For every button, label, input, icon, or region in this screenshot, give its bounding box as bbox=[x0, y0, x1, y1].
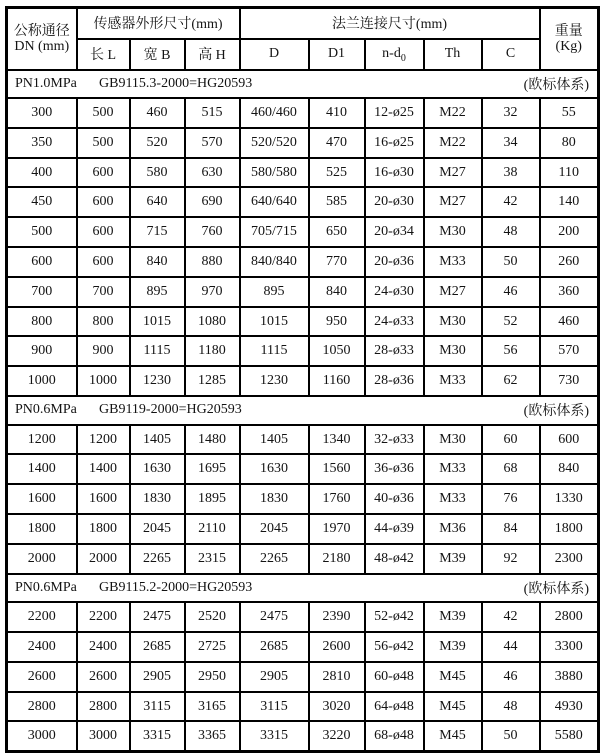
table-cell: M27 bbox=[424, 187, 482, 217]
table-cell: 20-ø30 bbox=[365, 187, 424, 217]
table-cell: 3315 bbox=[130, 721, 185, 751]
table-cell: M33 bbox=[424, 454, 482, 484]
table-cell: 3115 bbox=[130, 692, 185, 722]
table-cell: 840 bbox=[540, 454, 599, 484]
table-cell: 60 bbox=[482, 425, 540, 455]
table-cell: 76 bbox=[482, 484, 540, 514]
table-cell: 880 bbox=[185, 247, 240, 277]
table-row bbox=[7, 484, 599, 514]
table-cell: 38 bbox=[482, 158, 540, 188]
table-row bbox=[7, 187, 599, 217]
table-cell: 1080 bbox=[185, 307, 240, 337]
table-cell: 570 bbox=[540, 336, 599, 366]
table-cell: 650 bbox=[309, 217, 365, 247]
table-cell: 1895 bbox=[185, 484, 240, 514]
table-cell: 895 bbox=[130, 277, 185, 307]
table-cell: 2000 bbox=[77, 544, 130, 574]
table-cell: 20-ø36 bbox=[365, 247, 424, 277]
table-cell: 1405 bbox=[240, 425, 309, 455]
table-cell: 2905 bbox=[240, 662, 309, 692]
dn-value-cell: 600 bbox=[7, 247, 77, 277]
section-standard-code: GB9115.3-2000=HG20593 bbox=[99, 75, 253, 91]
table-cell: 5580 bbox=[540, 721, 599, 751]
column-header-weight bbox=[540, 8, 599, 70]
table-body bbox=[7, 70, 599, 752]
table-cell: 600 bbox=[77, 158, 130, 188]
table-row bbox=[7, 544, 599, 574]
column-header-th: Th bbox=[424, 39, 482, 70]
table-cell: 48 bbox=[482, 217, 540, 247]
table-cell: 2265 bbox=[130, 544, 185, 574]
table-cell: 2685 bbox=[240, 632, 309, 662]
table-cell: 500 bbox=[77, 98, 130, 128]
table-cell: 16-ø25 bbox=[365, 128, 424, 158]
section-header-row bbox=[7, 396, 599, 425]
table-cell: 770 bbox=[309, 247, 365, 277]
table-cell: 55 bbox=[540, 98, 599, 128]
table-cell: 40-ø36 bbox=[365, 484, 424, 514]
dn-value-cell: 350 bbox=[7, 128, 77, 158]
table-cell: 730 bbox=[540, 366, 599, 396]
table-cell: M33 bbox=[424, 366, 482, 396]
dn-label-line2: DN (mm) bbox=[14, 38, 70, 54]
table-cell: 3165 bbox=[185, 692, 240, 722]
table-cell: 900 bbox=[77, 336, 130, 366]
table-cell: 1600 bbox=[77, 484, 130, 514]
table-cell: 715 bbox=[130, 217, 185, 247]
dn-value-cell: 2000 bbox=[7, 544, 77, 574]
table-cell: 460 bbox=[540, 307, 599, 337]
section-standard-code: GB9119-2000=HG20593 bbox=[99, 402, 242, 418]
table-cell: 640 bbox=[130, 187, 185, 217]
table-cell: 2800 bbox=[540, 602, 599, 632]
table-cell: M39 bbox=[424, 544, 482, 574]
table-cell: M22 bbox=[424, 98, 482, 128]
table-cell: 2520 bbox=[185, 602, 240, 632]
table-cell: 580/580 bbox=[240, 158, 309, 188]
table-cell: 515 bbox=[185, 98, 240, 128]
column-header-height: 高 H bbox=[185, 39, 240, 70]
table-cell: 600 bbox=[77, 247, 130, 277]
table-cell: 1400 bbox=[77, 454, 130, 484]
table-cell: M33 bbox=[424, 247, 482, 277]
table-cell: 46 bbox=[482, 277, 540, 307]
table-cell: 52 bbox=[482, 307, 540, 337]
table-cell: 92 bbox=[482, 544, 540, 574]
column-header-length: 长 L bbox=[77, 39, 130, 70]
dn-value-cell: 2800 bbox=[7, 692, 77, 722]
table-cell: 48 bbox=[482, 692, 540, 722]
table-cell: 2600 bbox=[309, 632, 365, 662]
table-row bbox=[7, 158, 599, 188]
table-cell: 3115 bbox=[240, 692, 309, 722]
table-row bbox=[7, 425, 599, 455]
table-cell: 42 bbox=[482, 187, 540, 217]
table-cell: 580 bbox=[130, 158, 185, 188]
table-cell: M22 bbox=[424, 128, 482, 158]
table-row bbox=[7, 307, 599, 337]
table-cell: 520/520 bbox=[240, 128, 309, 158]
table-cell: 1830 bbox=[240, 484, 309, 514]
table-cell: 2315 bbox=[185, 544, 240, 574]
column-header-c: C bbox=[482, 39, 540, 70]
section-system-note: (欧标体系) bbox=[523, 77, 589, 93]
table-cell: 200 bbox=[540, 217, 599, 247]
table-cell: 460/460 bbox=[240, 98, 309, 128]
table-cell: 28-ø36 bbox=[365, 366, 424, 396]
table-cell: 3220 bbox=[309, 721, 365, 751]
table-cell: 760 bbox=[185, 217, 240, 247]
section-pressure-rating: PN1.0MPa bbox=[15, 75, 77, 91]
table-cell: 600 bbox=[77, 187, 130, 217]
table-header bbox=[7, 8, 599, 70]
table-row bbox=[7, 336, 599, 366]
table-cell: 2390 bbox=[309, 602, 365, 632]
table-cell: 2600 bbox=[77, 662, 130, 692]
table-cell: 3000 bbox=[77, 721, 130, 751]
table-cell: 1630 bbox=[130, 454, 185, 484]
dn-value-cell: 1200 bbox=[7, 425, 77, 455]
table-cell: 840 bbox=[130, 247, 185, 277]
table-cell: 1015 bbox=[240, 307, 309, 337]
table-cell: 12-ø25 bbox=[365, 98, 424, 128]
table-cell: 1330 bbox=[540, 484, 599, 514]
table-cell: 84 bbox=[482, 514, 540, 544]
table-cell: 895 bbox=[240, 277, 309, 307]
table-cell: 34 bbox=[482, 128, 540, 158]
table-cell: 600 bbox=[77, 217, 130, 247]
section-header-cell bbox=[7, 70, 599, 99]
table-cell: 3020 bbox=[309, 692, 365, 722]
table-cell: 1630 bbox=[240, 454, 309, 484]
table-cell: 1000 bbox=[77, 366, 130, 396]
table-cell: 3315 bbox=[240, 721, 309, 751]
dn-value-cell: 800 bbox=[7, 307, 77, 337]
dn-value-cell: 1600 bbox=[7, 484, 77, 514]
table-cell: 705/715 bbox=[240, 217, 309, 247]
table-cell: 2265 bbox=[240, 544, 309, 574]
column-header-dn bbox=[7, 8, 77, 70]
table-cell: 1340 bbox=[309, 425, 365, 455]
table-cell: 1230 bbox=[240, 366, 309, 396]
table-row bbox=[7, 662, 599, 692]
table-cell: 1200 bbox=[77, 425, 130, 455]
table-cell: 2905 bbox=[130, 662, 185, 692]
table-row bbox=[7, 692, 599, 722]
table-cell: 1115 bbox=[130, 336, 185, 366]
table-row bbox=[7, 454, 599, 484]
table-cell: M45 bbox=[424, 662, 482, 692]
table-cell: 800 bbox=[77, 307, 130, 337]
table-cell: 2300 bbox=[540, 544, 599, 574]
section-standard-code: GB9115.2-2000=HG20593 bbox=[99, 579, 253, 595]
section-header-row bbox=[7, 70, 599, 99]
table-cell: 1160 bbox=[309, 366, 365, 396]
table-cell: 32-ø33 bbox=[365, 425, 424, 455]
table-cell: 2810 bbox=[309, 662, 365, 692]
column-header-width: 宽 B bbox=[130, 39, 185, 70]
table-cell: 360 bbox=[540, 277, 599, 307]
table-cell: M30 bbox=[424, 425, 482, 455]
table-row bbox=[7, 98, 599, 128]
table-cell: 2200 bbox=[77, 602, 130, 632]
table-cell: 62 bbox=[482, 366, 540, 396]
table-cell: 2400 bbox=[77, 632, 130, 662]
table-cell: 68-ø48 bbox=[365, 721, 424, 751]
section-header-row bbox=[7, 574, 599, 603]
table-cell: 690 bbox=[185, 187, 240, 217]
table-cell: 1050 bbox=[309, 336, 365, 366]
dn-value-cell: 2400 bbox=[7, 632, 77, 662]
table-cell: 585 bbox=[309, 187, 365, 217]
column-header-d: D bbox=[240, 39, 309, 70]
table-cell: 1760 bbox=[309, 484, 365, 514]
table-cell: M36 bbox=[424, 514, 482, 544]
table-cell: 2685 bbox=[130, 632, 185, 662]
table-cell: 44-ø39 bbox=[365, 514, 424, 544]
table-cell: 3365 bbox=[185, 721, 240, 751]
weight-label-line2: (Kg) bbox=[555, 38, 582, 54]
table-cell: M39 bbox=[424, 632, 482, 662]
table-cell: 1230 bbox=[130, 366, 185, 396]
table-cell: 28-ø33 bbox=[365, 336, 424, 366]
table-cell: 410 bbox=[309, 98, 365, 128]
section-header-cell bbox=[7, 574, 599, 603]
table-cell: 68 bbox=[482, 454, 540, 484]
table-cell: 260 bbox=[540, 247, 599, 277]
table-cell: 2180 bbox=[309, 544, 365, 574]
table-cell: M33 bbox=[424, 484, 482, 514]
column-group-flange-dimensions: 法兰连接尺寸(mm) bbox=[240, 8, 540, 39]
table-cell: M39 bbox=[424, 602, 482, 632]
dn-value-cell: 2200 bbox=[7, 602, 77, 632]
table-cell: 460 bbox=[130, 98, 185, 128]
section-pressure-rating: PN0.6MPa bbox=[15, 402, 77, 418]
table-cell: 970 bbox=[185, 277, 240, 307]
table-cell: 500 bbox=[77, 128, 130, 158]
table-cell: 1695 bbox=[185, 454, 240, 484]
table-cell: 2475 bbox=[130, 602, 185, 632]
table-cell: 140 bbox=[540, 187, 599, 217]
table-row bbox=[7, 366, 599, 396]
dn-value-cell: 1000 bbox=[7, 366, 77, 396]
dn-value-cell: 500 bbox=[7, 217, 77, 247]
table-cell: 1970 bbox=[309, 514, 365, 544]
table-cell: 46 bbox=[482, 662, 540, 692]
section-header-cell bbox=[7, 396, 599, 425]
table-cell: 48-ø42 bbox=[365, 544, 424, 574]
table-row bbox=[7, 602, 599, 632]
dn-value-cell: 300 bbox=[7, 98, 77, 128]
table-cell: 1560 bbox=[309, 454, 365, 484]
table-cell: 470 bbox=[309, 128, 365, 158]
table-cell: M27 bbox=[424, 277, 482, 307]
table-row bbox=[7, 277, 599, 307]
table-cell: 44 bbox=[482, 632, 540, 662]
table-cell: 1115 bbox=[240, 336, 309, 366]
table-cell: 525 bbox=[309, 158, 365, 188]
table-cell: M30 bbox=[424, 336, 482, 366]
table-cell: 640/640 bbox=[240, 187, 309, 217]
table-cell: 56-ø42 bbox=[365, 632, 424, 662]
dn-value-cell: 450 bbox=[7, 187, 77, 217]
table-cell: 950 bbox=[309, 307, 365, 337]
table-cell: 110 bbox=[540, 158, 599, 188]
section-pressure-rating: PN0.6MPa bbox=[15, 579, 77, 595]
table-cell: 56 bbox=[482, 336, 540, 366]
table-cell: 1405 bbox=[130, 425, 185, 455]
table-cell: 2800 bbox=[77, 692, 130, 722]
table-cell: 24-ø30 bbox=[365, 277, 424, 307]
dn-value-cell: 1800 bbox=[7, 514, 77, 544]
table-cell: 840 bbox=[309, 277, 365, 307]
table-cell: 1180 bbox=[185, 336, 240, 366]
table-cell: 700 bbox=[77, 277, 130, 307]
column-header-n-d0: $n-d_0$ bbox=[365, 39, 424, 70]
table-cell: 50 bbox=[482, 721, 540, 751]
table-cell: 2045 bbox=[240, 514, 309, 544]
table-cell: 1830 bbox=[130, 484, 185, 514]
table-cell: 1015 bbox=[130, 307, 185, 337]
table-cell: 32 bbox=[482, 98, 540, 128]
table-cell: 2475 bbox=[240, 602, 309, 632]
table-cell: 1285 bbox=[185, 366, 240, 396]
table-cell: 20-ø34 bbox=[365, 217, 424, 247]
header-row-subcolumns bbox=[7, 39, 599, 70]
table-cell: M30 bbox=[424, 307, 482, 337]
table-cell: 570 bbox=[185, 128, 240, 158]
header-row-groups bbox=[7, 8, 599, 39]
table-cell: M30 bbox=[424, 217, 482, 247]
column-group-sensor-dimensions: 传感器外形尺寸(mm) bbox=[77, 8, 240, 39]
table-cell: 64-ø48 bbox=[365, 692, 424, 722]
dimension-spec-table bbox=[5, 6, 600, 753]
table-cell: 24-ø33 bbox=[365, 307, 424, 337]
dn-value-cell: 2600 bbox=[7, 662, 77, 692]
table-cell: 36-ø36 bbox=[365, 454, 424, 484]
dn-label-line1: 公称通径 bbox=[13, 23, 70, 39]
weight-label-line1: 重量 bbox=[554, 23, 583, 39]
table-cell: 2725 bbox=[185, 632, 240, 662]
table-row bbox=[7, 128, 599, 158]
table-cell: M45 bbox=[424, 721, 482, 751]
section-system-note: (欧标体系) bbox=[523, 404, 589, 420]
section-system-note: (欧标体系) bbox=[523, 581, 589, 597]
table-cell: 520 bbox=[130, 128, 185, 158]
table-cell: 16-ø30 bbox=[365, 158, 424, 188]
table-cell: M45 bbox=[424, 692, 482, 722]
table-row bbox=[7, 217, 599, 247]
dn-value-cell: 900 bbox=[7, 336, 77, 366]
table-cell: M27 bbox=[424, 158, 482, 188]
table-cell: 42 bbox=[482, 602, 540, 632]
table-cell: 80 bbox=[540, 128, 599, 158]
dn-value-cell: 3000 bbox=[7, 721, 77, 751]
table-row bbox=[7, 514, 599, 544]
table-row bbox=[7, 247, 599, 277]
table-cell: 1800 bbox=[77, 514, 130, 544]
table-cell: 2110 bbox=[185, 514, 240, 544]
table-cell: 1480 bbox=[185, 425, 240, 455]
table-cell: 1800 bbox=[540, 514, 599, 544]
table-cell: 4930 bbox=[540, 692, 599, 722]
dn-value-cell: 400 bbox=[7, 158, 77, 188]
table-cell: 630 bbox=[185, 158, 240, 188]
table-cell: 52-ø42 bbox=[365, 602, 424, 632]
table-cell: 2045 bbox=[130, 514, 185, 544]
table-cell: 3300 bbox=[540, 632, 599, 662]
table-cell: 840/840 bbox=[240, 247, 309, 277]
column-header-d1: D1 bbox=[309, 39, 365, 70]
table-cell: 3880 bbox=[540, 662, 599, 692]
table-row bbox=[7, 632, 599, 662]
dn-value-cell: 700 bbox=[7, 277, 77, 307]
table-row bbox=[7, 721, 599, 751]
table-cell: 50 bbox=[482, 247, 540, 277]
table-cell: 60-ø48 bbox=[365, 662, 424, 692]
dn-value-cell: 1400 bbox=[7, 454, 77, 484]
table-cell: 600 bbox=[540, 425, 599, 455]
table-cell: 2950 bbox=[185, 662, 240, 692]
